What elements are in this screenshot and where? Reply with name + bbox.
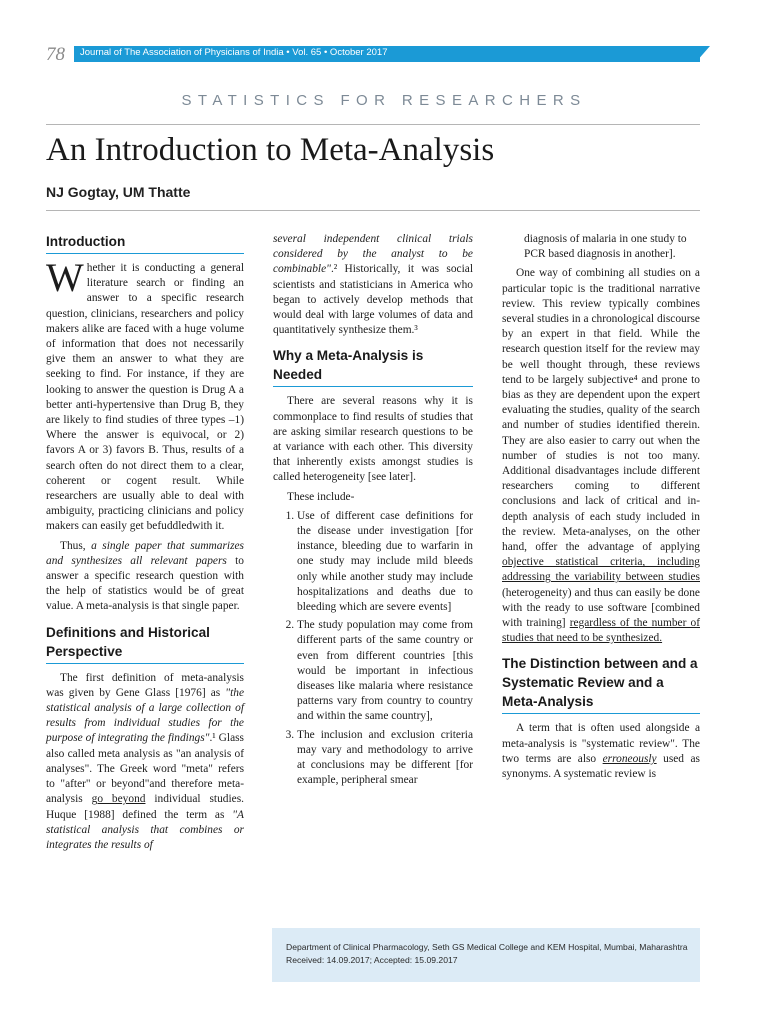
distinction-paragraph <box>502 721 700 782</box>
why-paragraph-1: There are several reasons why it is commonplace to find results of studies that are asking similar research questions to be at variance with each other. This diversity that inherently exists amongst studies is called heterogeneity [see later]. <box>273 395 473 484</box>
text-run: .¹ Glass also called meta analysis as "an analysis of analyses". The Greek word "meta" refers to "after" or beyond"and therefore meta-analysis <box>46 732 244 806</box>
definitions-continued <box>273 232 473 338</box>
intro-text: hether it is conducting a general literature search or finding an answer to a specific research question, clinicians, researchers and policy makers alike are faced with a huge volume of information that does not necessarily give them an answer to what they are seeking to find. For instance, if they are looking to answer the question is Drug A a better anti-hypertensive than Drug B, they are likely to find studies of three types –1) Where the answer is equivocal, or 2) favors A or 3) favors B. Thus, results of a search often do not direct them to a clear, coherent or cogent result. While researchers are usually able to deal with ambiguity, practicing clinicians and policy makers can easily get befuddledwith it. <box>46 262 244 533</box>
reasons-list <box>273 509 473 789</box>
text-run: (heterogeneity) and thus can easily be done with the ready to use software [combined with training] <box>502 586 700 630</box>
column-2 <box>273 232 473 792</box>
text-run: Thus, <box>60 539 92 552</box>
column-1 <box>46 232 244 853</box>
why-paragraph-2: These include- <box>287 490 355 503</box>
article-title: An Introduction to Meta-Analysis <box>46 132 495 168</box>
page-number: 78 <box>46 44 65 65</box>
text-run: individual studies. Huque [1988] defined the term as <box>46 793 244 821</box>
intro-paragraph-2 <box>46 539 244 615</box>
heading-definitions: Definitions and Historical Perspective <box>46 623 244 664</box>
article-authors: NJ Gogtay, UM Thatte <box>46 184 191 200</box>
list-item: 2. The study population may come from different parts of the same country or even from different countries [this would be important in infectious diseases like malaria where resistance patterns vary from country to country and within the same country], <box>297 618 473 724</box>
heading-distinction: The Distinction between and a Systematic Review and a Meta-Analysis <box>502 654 700 714</box>
heading-introduction: Introduction <box>46 232 244 254</box>
text-run: One way of combining all studies on a particular topic is the traditional narrative review. This review typically combines several studies in a chronological discourse by an expert in that field. While the research question itself for the review may be well thought through, these reviews tend to be largely subjective⁴ and prone to bias as they are dependent upon the expert evaluating the studies, quality of the search and number of studies identified therein. They are also easier to carry out when the number of studies is not too many. Additional disadvantages include different researchers coming to different conclusions and lack of critical and in-depth analysis of each study included in the review. Meta-analyses, on the other hand, offer the advantage of applying <box>502 267 700 554</box>
definitions-paragraph <box>46 671 244 853</box>
text-run: to answer a specific research question with the help of statistics would be of great value. A meta-analysis is that single paper. <box>46 554 244 613</box>
narrative-review-paragraph <box>502 266 700 646</box>
italic-quote: "the statistical analysis of a large collection of results from individual studies for the purpose of integrating the findings" <box>46 686 244 745</box>
affiliation-department: Department of Clinical Pharmacology, Seth GS Medical College and KEM Hospital, Mumbai, Maharashtra <box>286 942 688 952</box>
column-3 <box>502 232 700 782</box>
journal-citation: Journal of The Association of Physicians of India • Vol. 65 • October 2017 <box>80 47 388 58</box>
journal-banner-tab <box>696 46 710 62</box>
intro-paragraph-1 <box>46 255 244 535</box>
underlined-phrase: go beyond <box>91 793 146 806</box>
italic-quote: several independent clinical trials considered by the analyst to be combinable" <box>273 233 473 276</box>
underlined-phrase: erroneously <box>602 752 657 765</box>
underlined-phrase: objective statistical criteria, including addressing the variability between studies <box>502 556 700 584</box>
affiliation-dates: Received: 14.09.2017; Accepted: 15.09.2017 <box>286 955 458 965</box>
italic-phrase: a single paper that summarizes and synthesizes all relevant papers <box>46 539 244 567</box>
text-run: used as synonyms. A systematic review is <box>502 752 700 781</box>
italic-quote: "A statistical analysis that combines or integrates the results of <box>46 808 244 851</box>
list-item: 3. The inclusion and exclusion criteria may vary and methodology to arrive at conclusions may be different [for example, peripheral smear <box>297 728 473 789</box>
heading-why-needed: Why a Meta-Analysis is Needed <box>273 346 473 387</box>
section-label: STATISTICS FOR RESEARCHERS <box>181 92 587 109</box>
author-divider <box>46 210 700 211</box>
drop-cap: W <box>46 255 84 300</box>
list-item: 1. Use of different case definitions for the disease under investigation [for instance, bleeding due to warfarin in one study may include mild bleeds only while another study may include hospitalizations and deaths due to bleeding which are severe events] <box>297 509 473 615</box>
list-continued: diagnosis of malaria in one study to PCR based diagnosis in another]. <box>524 233 687 261</box>
text-run: The first definition of meta-analysis was given by Gene Glass [1976] as <box>46 671 244 699</box>
text-run: A term that is often used alongside a meta-analysis is "systematic review". The two terms are also <box>502 722 700 765</box>
title-divider <box>46 124 700 125</box>
underlined-phrase: regardless of the number of studies that need to be synthesized. <box>502 617 700 645</box>
text-run: .² Historically, it was social scientists and statisticians in America who began to actively develop methods that would deal with large volumes of data and quantitatively synthesize them.³ <box>273 263 473 337</box>
